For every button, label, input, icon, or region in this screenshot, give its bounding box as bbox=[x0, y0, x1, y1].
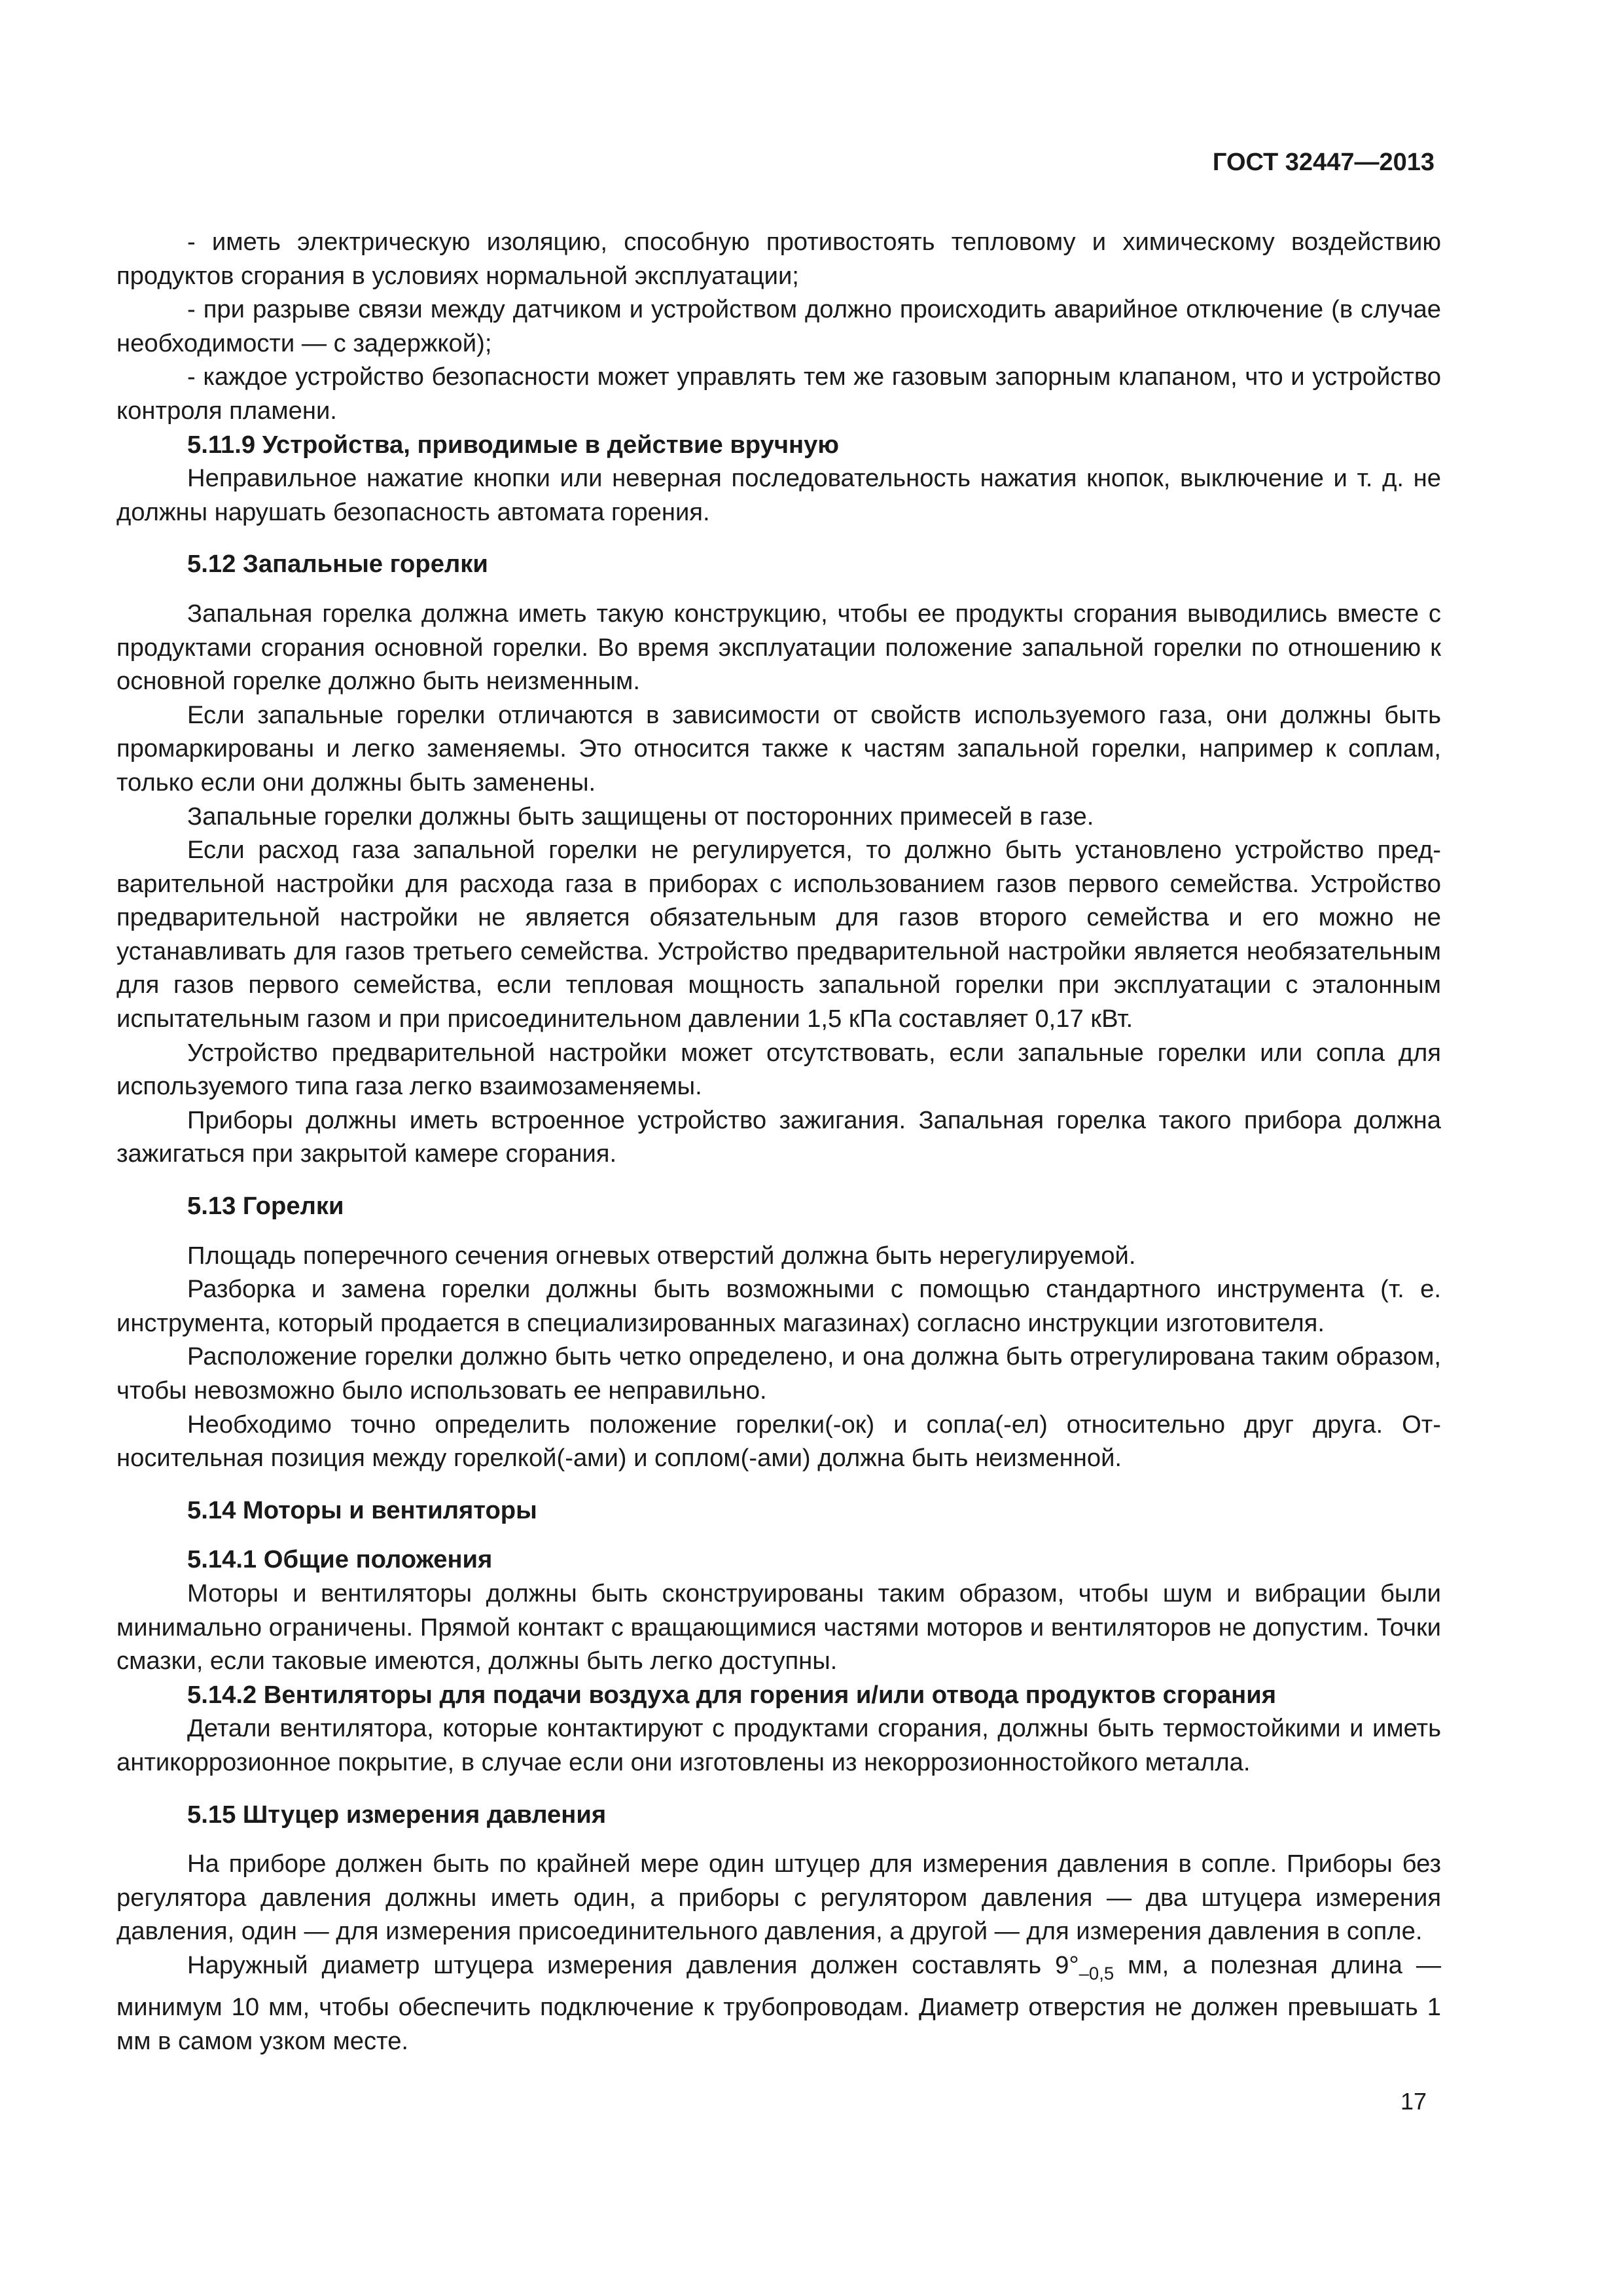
section-heading-5-11-9: 5.11.9 Устройства, приводимые в действие вручную bbox=[187, 430, 839, 459]
paragraph: Расположение горелки должно быть четко определено, и она должна быть отрегулирована таким образом, чтобы невозможно было использовать ее неправильно. bbox=[116, 1342, 1441, 1405]
paragraph: - при разрыве связи между датчиком и устройством должно происходить аварийное отключение (в случае необходимости — с задержкой); bbox=[116, 295, 1441, 357]
paragraph-with-tolerance bbox=[116, 1948, 1441, 2058]
page-body bbox=[116, 225, 1441, 2058]
paragraph: Разборка и замена горелки должны быть возможными с помощью стандартного инструмента (т. е. инструмента, который продается в специализированных магазинах) согласно инструкции изготовителя. bbox=[116, 1275, 1441, 1337]
section-heading-5-14-2: 5.14.2 Вентиляторы для подачи воздуха для горения и/или отвода продуктов сгорания bbox=[187, 1680, 1277, 1709]
paragraph: Устройство предварительной настройки может отсутствовать, если запальные горелки или сопла для используемого типа газа легко взаимозаменяемы. bbox=[116, 1038, 1441, 1101]
paragraph: Если запальные горелки отличаются в зависимости от свойств используемого газа, они должны быть промаркированы и легко заменяемы. Это относится также к частям запальной горелки, например к соплам, только если они должны быть заменены. bbox=[116, 700, 1441, 797]
paragraph-text-part: Наружный диаметр штуцера измерения давления должен составлять 9° bbox=[187, 1950, 1079, 1979]
paragraph: Запальные горелки должны быть защищены от посторонних примесей в газе. bbox=[187, 802, 1094, 831]
document-header-id: ГОСТ 32447—2013 bbox=[1212, 149, 1435, 176]
tolerance-subscript: –0,5 bbox=[1079, 1963, 1115, 1984]
section-heading-5-12: 5.12 Запальные горелки bbox=[187, 550, 488, 579]
paragraph: На приборе должен быть по крайней мере один штуцер для измерения давления в сопле. Приборы без регулятора давления должны иметь один, а приборы с регулятором давления — два штуцера измерения давления, один — для измерения присоединительного давления, а другой — для измерения давления в сопле. bbox=[116, 1850, 1441, 1946]
paragraph: Моторы и вентиляторы должны быть сконструированы таким образом, чтобы шум и вибрации были минимально ограничены. Прямой контакт с вращающимися частями моторов и вентиляторов не допустим. Точки смазки, если таковые имеются, должны быть легко доступны. bbox=[116, 1579, 1441, 1676]
paragraph: Неправильное нажатие кнопки или неверная последовательность нажатия кнопок, выключение и т. д. не должны нарушать безопасность автомата горения. bbox=[116, 464, 1441, 526]
paragraph: Запальная горелка должна иметь такую конструкцию, чтобы ее продукты сгорания выводились вместе с продуктами сгорания основной горелки. Во время эксплуатации положение запальной горелки по отношению к основной горелке должно быть неизменным. bbox=[116, 599, 1441, 696]
section-heading-5-15: 5.15 Штуцер измерения давления bbox=[187, 1800, 607, 1829]
section-heading-5-13: 5.13 Горелки bbox=[187, 1192, 344, 1221]
paragraph: - каждое устройство безопасности может управлять тем же газовым запорным клапаном, что и устройство контроля пламени. bbox=[116, 363, 1441, 425]
page-number: 17 bbox=[1400, 2088, 1427, 2115]
paragraph: Площадь поперечного сечения огневых отверстий должна быть нерегулируемой. bbox=[187, 1241, 1136, 1270]
paragraph: Если расход газа запальной горелки не регулируется, то должно быть установлено устройство предварительной настройки для расхода газа в приборах с использованием газов первого семейства. Устройство предварительной настройки не является обязательным для газов второго семейства и его можно не устанавливать для газов третьего семейства. Устройство предварительной настройки является необязательным для газов первого семейства, если тепловая мощность запальной горелки при эксплуатации с эталонным испытательным газом и при присоединительном давлении 1,5 кПа составляет 0,17 кВт. bbox=[116, 836, 1441, 1033]
paragraph-text-part: мм, а полезная длина — минимум 10 мм, чтобы обеспечить подключение к трубопроводам. Диаметр отверстия не должен превышать 1 мм в самом узком месте. bbox=[116, 1950, 1442, 2055]
section-heading-5-14: 5.14 Моторы и вентиляторы bbox=[187, 1496, 537, 1524]
paragraph: Детали вентилятора, которые контактируют с продуктами сгорания, должны быть термостойкими и иметь антикоррозионное покрытие, в случае если они изготовлены из некоррозионностойкого металла. bbox=[116, 1714, 1441, 1776]
section-heading-5-14-1: 5.14.1 Общие положения bbox=[187, 1545, 493, 1574]
paragraph: - иметь электрическую изоляцию, способную противостоять тепловому и химическому воздействию продуктов сгорания в условиях нормальной эксплуатации; bbox=[116, 228, 1441, 290]
paragraph: Необходимо точно определить положение горелки(-ок) и сопла(-ел) относительно друг друга. Относительная позиция между горелкой(-ами) и соплом(-ами) должна быть неизменной. bbox=[116, 1410, 1441, 1473]
paragraph: Приборы должны иметь встроенное устройство зажигания. Запальная горелка такого прибора должна зажигаться при закрытой камере сгорания. bbox=[116, 1105, 1441, 1168]
